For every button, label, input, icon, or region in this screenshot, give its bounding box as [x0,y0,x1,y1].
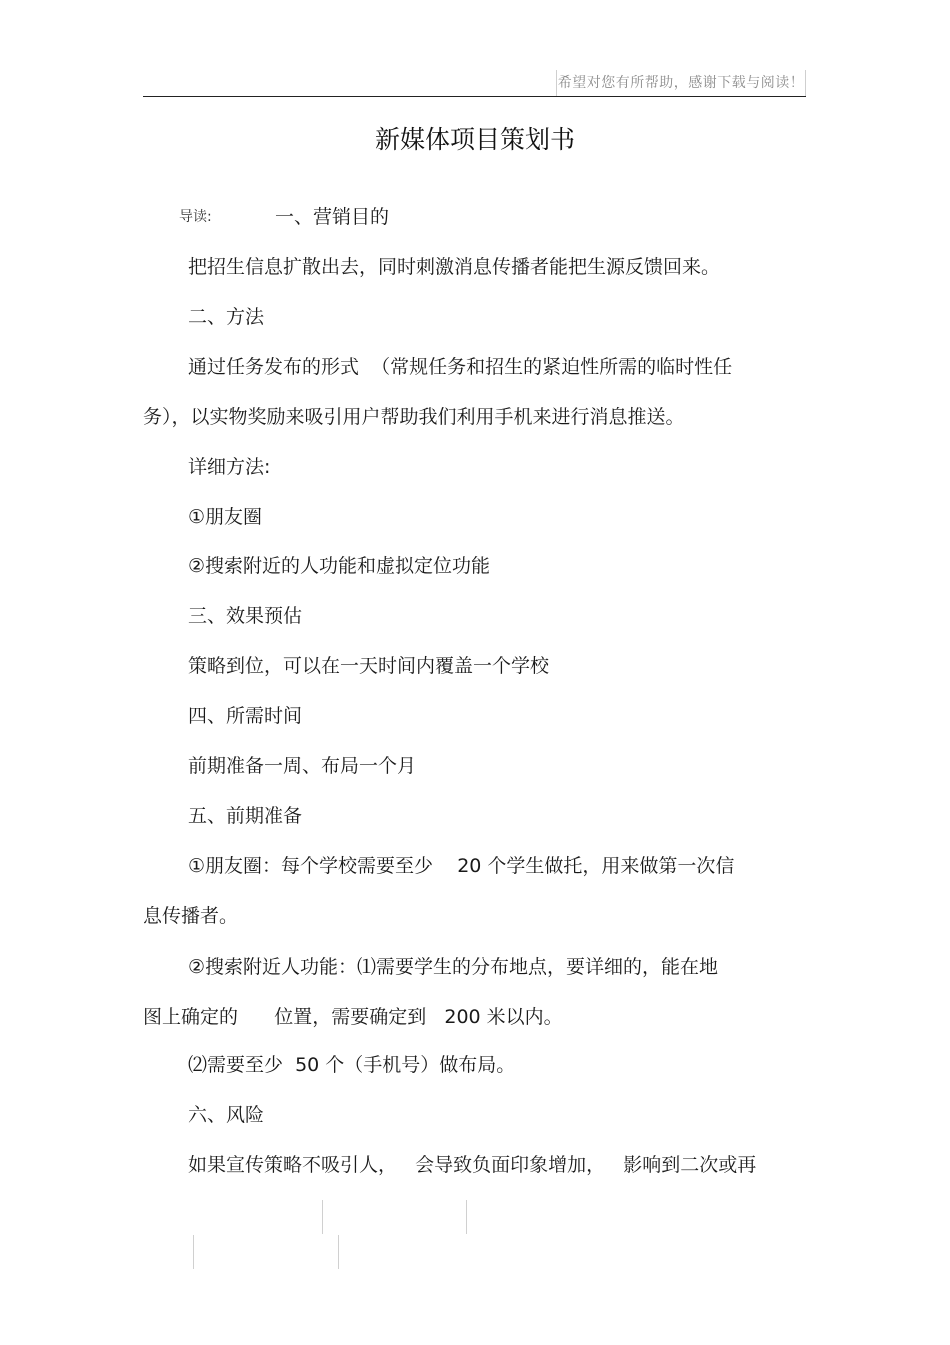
paragraph-line: ②搜索附近人功能：⑴需要学生的分布地点，要详细的，能在地 [188,956,719,978]
paragraph-line: 务），以实物奖励来吸引用户帮助我们利用手机来进行消息推送。 [143,406,685,428]
table-border-line [322,1200,323,1234]
paragraph-line: ⑵需要至少 50 个（手机号）做布局。 [188,1054,516,1076]
list-item: ②搜索附近的人功能和虚拟定位功能 [188,555,491,577]
subheading-detailed-method: 详细方法: [188,456,271,478]
paragraph-line: ①朋友圈：每个学校需要至少 20 个学生做托，用来做第一次信 [188,855,735,877]
section-heading-preparation: 五、前期准备 [188,805,303,827]
header-note: 希望对您有所帮助，感谢下载与阅读！ [556,70,806,96]
guide-label: 导读: [179,209,212,225]
paragraph-line: 息传播者。 [143,905,239,927]
table-border-line [193,1235,194,1269]
header-divider [143,96,806,97]
section-heading-marketing-goal: 一、营销目的 [275,206,390,228]
table-border-line [338,1235,339,1269]
section-heading-effect: 三、效果预估 [188,605,303,627]
section-heading-risk: 六、风险 [188,1104,265,1126]
document-title: 新媒体项目策划书 [374,125,575,154]
list-item: ①朋友圈 [188,506,263,528]
section-heading-method: 二、方法 [188,306,265,328]
paragraph-line: 通过任务发布的形式 （常规任务和招生的紧迫性所需的临时性任 [188,356,733,378]
table-border-line [466,1200,467,1234]
section-heading-time: 四、所需时间 [188,705,303,727]
paragraph-line: 前期准备一周、布局一个月 [188,755,417,777]
paragraph-line: 把招生信息扩散出去，同时刺激消息传播者能把生源反馈回来。 [188,256,721,278]
paragraph-line: 如果宣传策略不吸引人， 会导致负面印象增加， 影响到二次或再 [188,1154,757,1176]
paragraph-line: 图上确定的 位置，需要确定到 200 米以内。 [143,1006,563,1028]
paragraph-line: 策略到位，可以在一天时间内覆盖一个学校 [188,655,550,677]
